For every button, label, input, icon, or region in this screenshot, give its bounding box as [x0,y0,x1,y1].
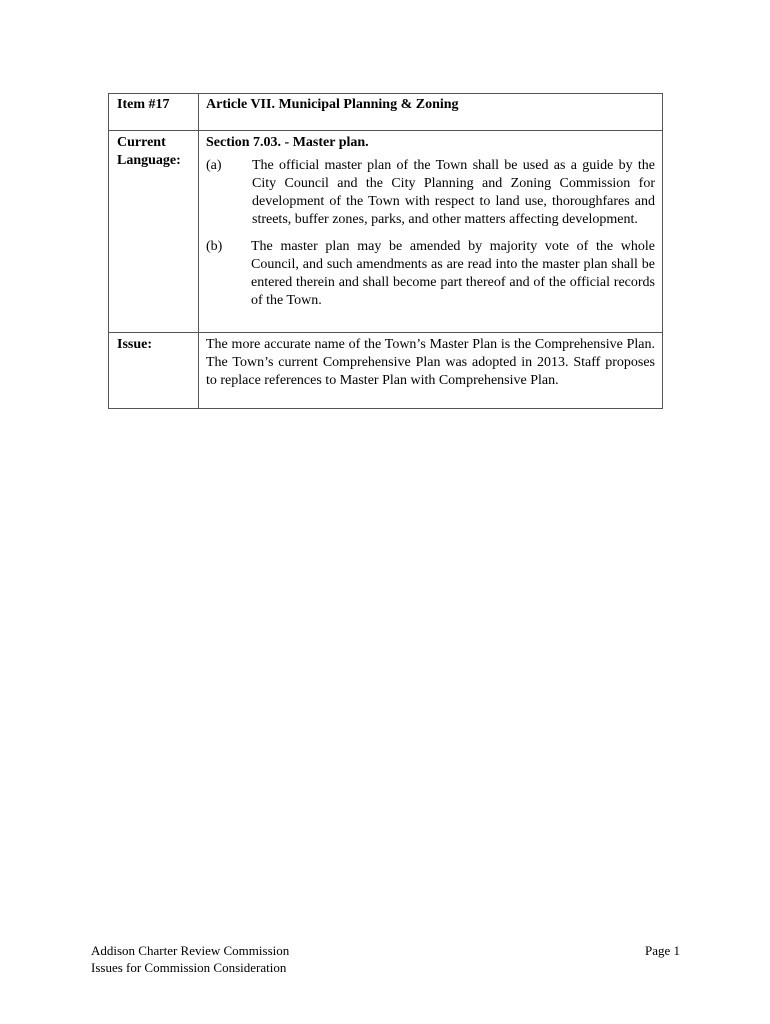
subsection-a-marker: (a) [206,158,222,173]
subsection-a [206,157,655,229]
item-title-cell [199,94,663,131]
issue-content-cell [199,333,663,409]
section-heading: Section 7.03. - Master plan. [206,135,369,150]
subsection-b [206,238,655,310]
article-title: Article VII. Municipal Planning & Zoning [206,97,459,112]
footer-commission-name: Addison Charter Review Commission [91,943,290,958]
issue-label: Issue: [117,337,153,352]
current-language-label [109,131,198,192]
current-language-label-line1: Current [117,135,166,150]
subsection-b-text: The master plan may be amended by majority vote of the whole Council, and such amendments as are read into the master plan shall be entered therein and shall become part thereof and of the official records of the Town. [251,239,655,308]
subsection-a-text: The official master plan of the Town shall be used as a guide by the City Council and the City Planning and Zoning Commission for development of the Town with respect to land use, thoroughfares and streets, buffer zones, parks, and other matters affecting development. [252,158,655,227]
charter-issue-table [108,93,663,409]
issue-text: The more accurate name of the Town’s Master Plan is the Comprehensive Plan. The Town’s current Comprehensive Plan was adopted in 2013. Staff proposes to replace references to Master Plan with Comprehensive Plan. [206,337,655,388]
current-language-label-cell [109,131,199,333]
current-language-label-line2: Language: [117,153,181,168]
footer-subtitle: Issues for Commission Consideration [91,960,287,975]
current-language-row [109,131,663,333]
footer-left [91,942,289,976]
issue-row [109,333,663,409]
subsection-b-marker: (b) [206,239,223,254]
issue-label-cell [109,333,199,409]
item-row [109,94,663,131]
item-label-cell [109,94,199,131]
item-number: Item #17 [117,97,170,112]
current-language-content-cell [199,131,663,333]
page-number: Page 1 [644,943,680,958]
